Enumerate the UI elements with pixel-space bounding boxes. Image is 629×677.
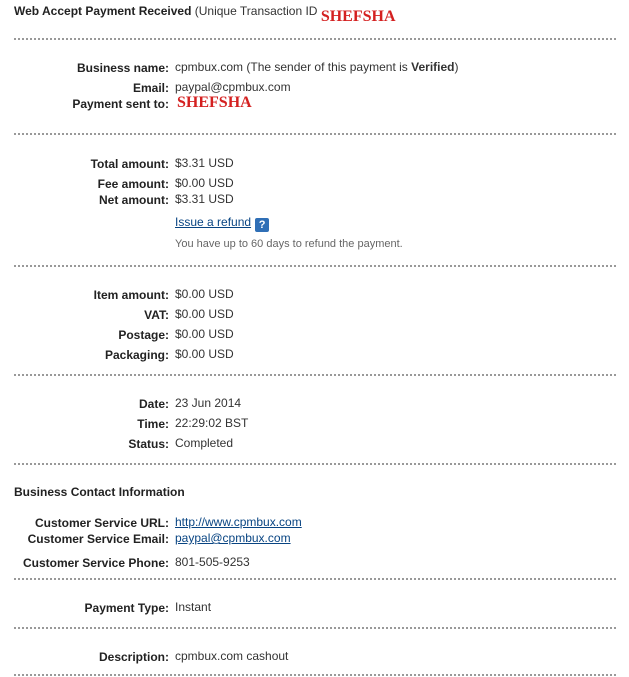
vat-value: $0.00 USD: [175, 307, 234, 321]
date-label: Date:: [138, 397, 169, 411]
payment-sent-to-value: SHEFSHA: [177, 94, 252, 111]
customer-service-email-link[interactable]: paypal@cpmbux.com: [175, 531, 291, 545]
fee-amount-label: Fee amount:: [97, 177, 169, 191]
net-amount-value: $3.31 USD: [175, 192, 234, 206]
payment-sent-to-label: Payment sent to:: [72, 97, 169, 111]
customer-service-url-link[interactable]: http://www.cpmbux.com: [175, 515, 302, 529]
separator: [14, 374, 616, 376]
postage-label: Postage:: [118, 328, 169, 342]
packaging-label: Packaging:: [104, 348, 169, 362]
item-amount-value: $0.00 USD: [175, 287, 234, 301]
customer-service-url-value: [175, 515, 302, 529]
refund-row: [175, 215, 269, 232]
business-name-value: [175, 60, 459, 74]
fee-amount-value: $0.00 USD: [175, 176, 234, 190]
net-amount-label: Net amount:: [99, 193, 169, 207]
time-label: Time:: [137, 417, 169, 431]
separator: [14, 627, 616, 629]
page-title: [14, 2, 396, 25]
separator: [14, 38, 616, 40]
email-value: paypal@cpmbux.com: [175, 80, 291, 94]
contact-heading: Business Contact Information: [14, 485, 185, 499]
sender-note-pre: (The sender of this payment is: [246, 60, 408, 74]
separator: [14, 133, 616, 135]
postage-value: $0.00 USD: [175, 327, 234, 341]
issue-refund-link[interactable]: Issue a refund: [175, 215, 252, 229]
business-name: cpmbux.com: [175, 60, 244, 74]
customer-service-phone-label: Customer Service Phone:: [22, 556, 169, 570]
separator: [14, 674, 616, 676]
total-amount-value: $3.31 USD: [175, 156, 234, 170]
time-value: 22:29:02 BST: [175, 416, 249, 430]
business-name-label: Business name:: [76, 61, 169, 75]
separator: [14, 265, 616, 267]
status-label: Status:: [128, 437, 169, 451]
item-amount-label: Item amount:: [93, 288, 169, 302]
customer-service-url-label: Customer Service URL:: [34, 516, 169, 530]
vat-label: VAT:: [144, 308, 169, 322]
payment-type-label: Payment Type:: [84, 601, 169, 615]
email-label: Email:: [132, 81, 169, 95]
customer-service-phone-value: 801-505-9253: [175, 555, 250, 569]
separator: [14, 463, 616, 465]
title-paren: (Unique Transaction ID: [194, 4, 318, 18]
customer-service-email-label: Customer Service Email:: [27, 532, 169, 546]
transaction-id: SHEFSHA: [320, 8, 396, 25]
customer-service-email-value: [175, 531, 291, 545]
question-mark-help-icon[interactable]: ?: [255, 218, 269, 232]
sender-note-post: ): [454, 60, 459, 74]
date-value: 23 Jun 2014: [175, 396, 242, 410]
sender-status: Verified: [411, 60, 455, 74]
packaging-value: $0.00 USD: [175, 347, 234, 361]
refund-note: You have up to 60 days to refund the payment.: [175, 238, 403, 250]
total-amount-label: Total amount:: [90, 157, 169, 171]
description-value: cpmbux.com cashout: [175, 649, 289, 663]
description-label: Description:: [98, 650, 169, 664]
separator: [14, 578, 616, 580]
payment-type-value: Instant: [175, 600, 212, 614]
title-text: Web Accept Payment Received: [14, 4, 192, 18]
status-value: Completed: [175, 436, 234, 450]
